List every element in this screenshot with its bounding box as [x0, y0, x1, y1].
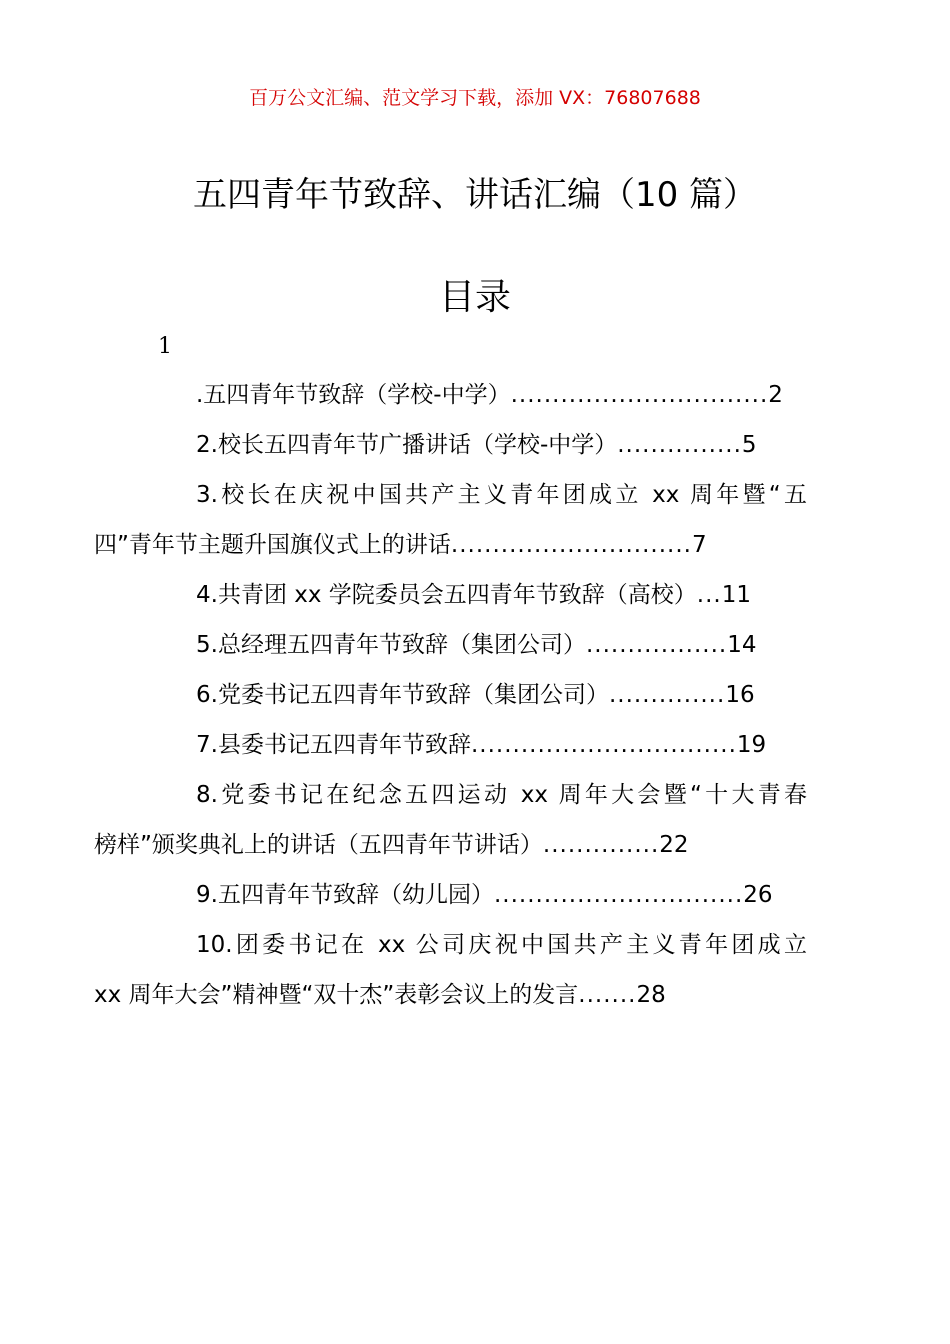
toc-page-number: 2: [768, 382, 783, 408]
toc-entry-5[interactable]: [145, 620, 807, 670]
table-of-contents: [94, 370, 807, 1020]
toc-entry-6[interactable]: [145, 670, 807, 720]
toc-entry-4[interactable]: [145, 570, 807, 620]
toc-leader-dots: ................................: [470, 732, 737, 758]
toc-entry-text: 5.总经理五四青年节致辞（集团公司）: [196, 632, 586, 658]
toc-entry-text-line1: 10.团委书记在 xx 公司庆祝中国共产主义青年团成立: [196, 932, 807, 958]
toc-page-number: 26: [743, 882, 773, 908]
toc-entry-text: 9.五四青年节致辞（幼儿园）: [196, 882, 494, 908]
toc-entry-text: 7.县委书记五四青年节致辞: [196, 732, 471, 758]
toc-leader-dots: .................: [585, 632, 728, 658]
toc-entry-text-line2: 榜样”颁奖典礼上的讲话（五四青年节讲话）: [94, 832, 543, 858]
toc-heading: 目录: [438, 277, 511, 318]
toc-entry-text-line1: 3.校长在庆祝中国共产主义青年团成立 xx 周年暨“五: [196, 482, 807, 508]
toc-page-number: 5: [741, 432, 757, 458]
toc-leader-dots: ..............: [542, 832, 660, 858]
toc-leader-dots: .............................: [450, 532, 692, 558]
toc-entry-text: 2.校长五四青年节广播讲话（学校-中学）: [196, 432, 618, 458]
document-title: 五四青年节致辞、讲话汇编（10 篇）: [192, 175, 758, 215]
toc-entry-8[interactable]: [94, 770, 807, 870]
toc-entry-7[interactable]: [145, 720, 807, 770]
toc-entry-text: 6.党委书记五四青年节致辞（集团公司）: [196, 682, 609, 708]
header-promo-note: 百万公文汇编、范文学习下载，添加 VX：76807688: [249, 87, 701, 109]
toc-entry-text: .五四青年节致辞（学校-中学）: [196, 382, 511, 408]
toc-leader-dots: ...: [696, 582, 722, 608]
toc-page-number: 14: [727, 632, 757, 658]
toc-entry-3[interactable]: [94, 470, 807, 570]
toc-entry-2[interactable]: [145, 420, 807, 470]
toc-leader-dots: ..............: [608, 682, 726, 708]
toc-page-number: 22: [659, 832, 689, 858]
toc-entry-text-line2: 四”青年节主题升国旗仪式上的讲话: [94, 532, 451, 558]
toc-leader-dots: ...............: [617, 432, 742, 458]
toc-page-number: 16: [725, 682, 755, 708]
toc-entry-text: 4.共青团 xx 学院委员会五四青年节致辞（高校）: [196, 582, 697, 608]
toc-entry-text-line1: 8.党委书记在纪念五四运动 xx 周年大会暨“十大青春: [196, 782, 807, 808]
toc-entry-9[interactable]: [145, 870, 807, 920]
toc-entry-1[interactable]: [145, 370, 807, 420]
toc-leader-dots: ..............................: [493, 882, 744, 908]
toc-entry-text-line2: xx 周年大会”精神暨“双十杰”表彰会议上的发言: [94, 982, 579, 1008]
toc-page-number: 28: [636, 982, 666, 1008]
toc-entry-10[interactable]: [94, 920, 807, 1020]
toc-leader-dots: ...............................: [510, 382, 769, 408]
page-number-marker: 1: [158, 334, 172, 359]
toc-page-number: 11: [721, 582, 752, 608]
toc-leader-dots: .......: [578, 982, 637, 1008]
toc-page-number: 19: [736, 732, 767, 758]
toc-page-number: 7: [691, 532, 707, 558]
